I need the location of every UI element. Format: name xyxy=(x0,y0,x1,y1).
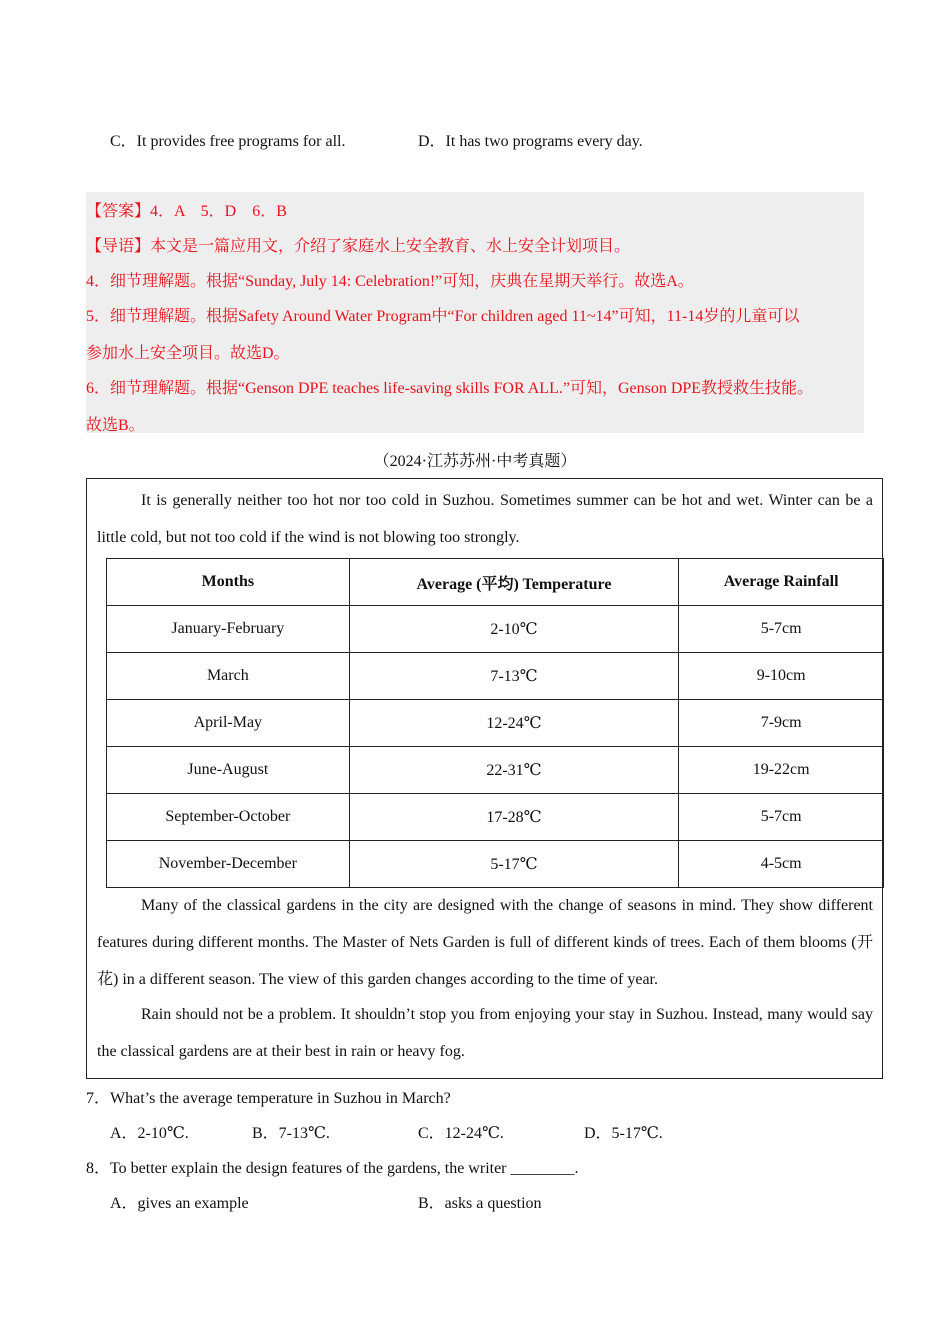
table-cell: 5-7cm xyxy=(679,606,884,653)
explanation-5-line1: 5．细节理解题。根据Safety Around Water Program中“For children aged 11~14”可知，11-14岁的儿童可以 xyxy=(86,308,800,325)
passage-para3: Rain should not be a problem. It shouldn’t stop you from enjoying your stay in Suzhou. Instead, many would say the classical gardens are at their best in rain or heavy fog. xyxy=(97,1006,873,1060)
table-cell: 5-17℃ xyxy=(349,841,679,888)
option-d: D．It has two programs every day. xyxy=(418,133,643,150)
explanation-6-line2: 故选B。 xyxy=(86,417,145,434)
table-row xyxy=(107,653,884,700)
passage-para2: Many of the classical gardens in the city are designed with the change of seasons in mind. They show different features during different months. The Master of Nets Garden is full of different kinds of trees. Each of them blooms (开花) in a different season. The view of this garden changes according to the time of year. xyxy=(97,897,873,988)
header-months: Months xyxy=(107,559,350,606)
guide-line: 【导语】本文是一篇应用文，介绍了家庭水上安全教育、水上安全计划项目。 xyxy=(86,238,631,255)
table-cell: April-May xyxy=(107,700,350,747)
question-8-option-a: A．gives an example xyxy=(110,1195,249,1212)
answer-line: 【答案】4．A 5．D 6．B xyxy=(86,203,287,220)
table-cell: 7-13℃ xyxy=(349,653,679,700)
table-cell: 4-5cm xyxy=(679,841,884,888)
question-7-option-c: C．12-24℃. xyxy=(418,1125,504,1142)
table-cell: 2-10℃ xyxy=(349,606,679,653)
table-cell: 22-31℃ xyxy=(349,747,679,794)
table-cell: 17-28℃ xyxy=(349,794,679,841)
table-cell: November-December xyxy=(107,841,350,888)
table-row xyxy=(107,747,884,794)
question-8-stem: 8．To better explain the design features of the gardens, the writer ________. xyxy=(86,1160,579,1177)
question-7-option-d: D．5-17℃. xyxy=(584,1125,663,1142)
table-cell: March xyxy=(107,653,350,700)
table-row xyxy=(107,841,884,888)
header-rainfall: Average Rainfall xyxy=(679,559,884,606)
table-row xyxy=(107,700,884,747)
explanation-5-line2: 参加水上安全项目。故选D。 xyxy=(86,345,290,362)
table-row xyxy=(107,606,884,653)
source-label: （2024·江苏苏州·中考真题） xyxy=(373,453,577,470)
explanation-6-line1: 6．细节理解题。根据“Genson DPE teaches life-saving skills FOR ALL.”可知，Genson DPE教授救生技能。 xyxy=(86,380,814,397)
explanation-4: 4．细节理解题。根据“Sunday, July 14: Celebration!”可知，庆典在星期天举行。故选A。 xyxy=(86,273,694,290)
table-cell: 7-9cm xyxy=(679,700,884,747)
passage-intro: It is generally neither too hot nor too cold in Suzhou. Sometimes summer can be hot and wet. Winter can be a little cold, but not too cold if the wind is not blowing too strongly. xyxy=(97,492,873,546)
header-temperature: Average (平均) Temperature xyxy=(349,559,679,606)
table-header-row xyxy=(107,559,884,606)
table-cell: January-February xyxy=(107,606,350,653)
table-cell: 19-22cm xyxy=(679,747,884,794)
option-c: C．It provides free programs for all. xyxy=(110,133,346,150)
table-row xyxy=(107,794,884,841)
weather-table xyxy=(106,558,884,888)
question-7-option-a: A．2-10℃. xyxy=(110,1125,189,1142)
question-7-option-b: B．7-13℃. xyxy=(252,1125,330,1142)
table-cell: 9-10cm xyxy=(679,653,884,700)
question-7-stem: 7．What’s the average temperature in Suzhou in March? xyxy=(86,1090,451,1107)
table-cell: 12-24℃ xyxy=(349,700,679,747)
table-cell: June-August xyxy=(107,747,350,794)
table-cell: 5-7cm xyxy=(679,794,884,841)
table-cell: September-October xyxy=(107,794,350,841)
question-8-option-b: B．asks a question xyxy=(418,1195,542,1212)
